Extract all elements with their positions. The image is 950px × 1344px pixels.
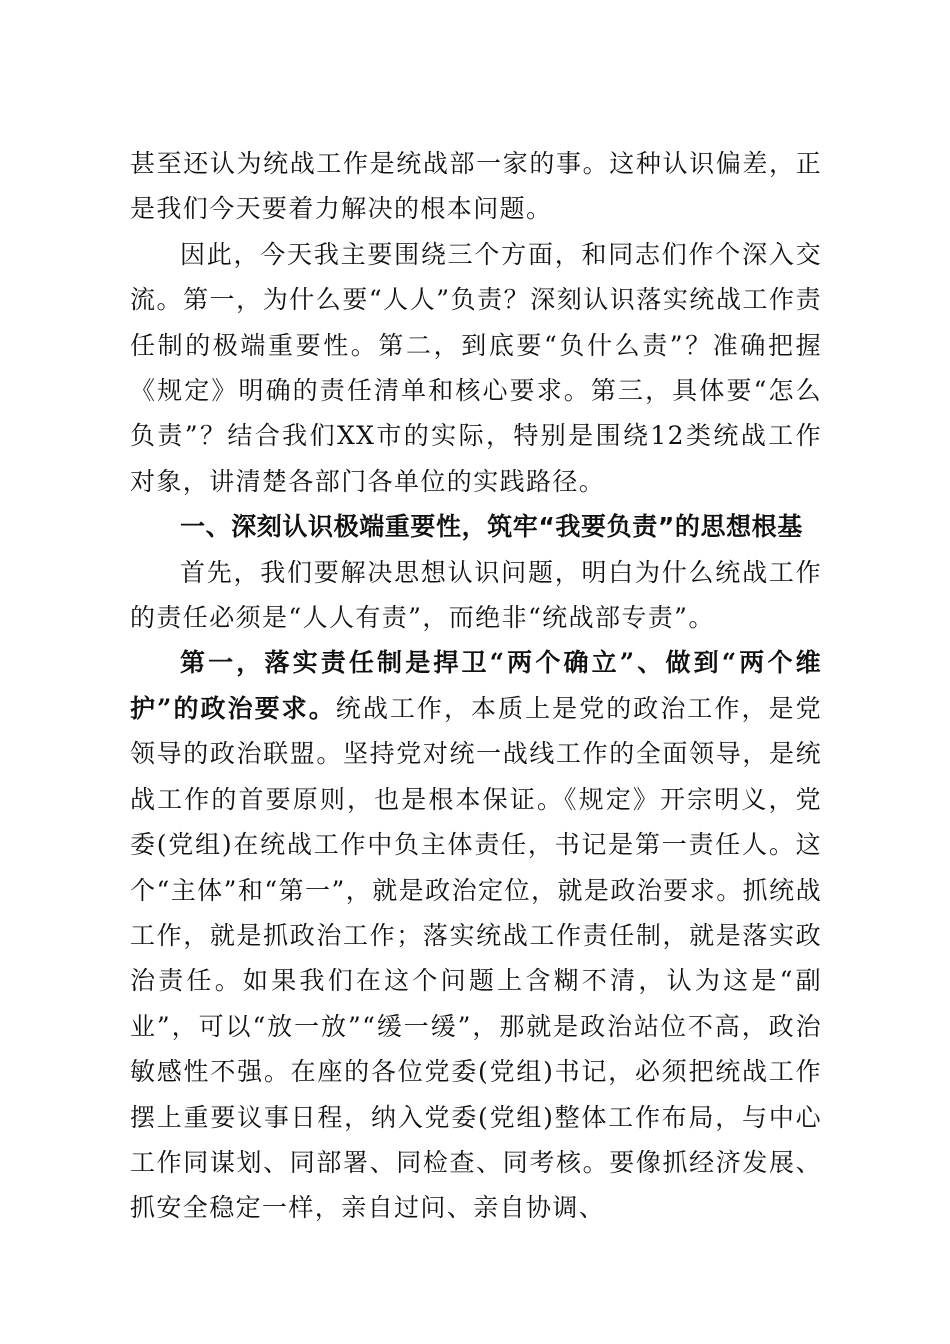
paragraph-section-intro: 首先，我们要解决思想认识问题，明白为什么统战工作的责任必须是“人人有责”，而绝非“统战部专责”。 [130, 557, 822, 633]
point-one-lead: 第一，落实责任制是捍卫“两个确立”、做到“两个维护”的政治要求。 [130, 648, 822, 723]
section-heading: 一、深刻认识极端重要性，筑牢“我要负责”的思想根基 [180, 512, 803, 542]
document-body [130, 141, 822, 1231]
paragraph-overview: 因此，今天我主要围绕三个方面，和同志们作个深入交流。第一，为什么要“人人”负责？深刻认识落实统战工作责任制的极端重要性。第二，到底要“负什么责”？准确把握《规定》明确的责任清单和核心要求。第三，具体要“怎么负责”？结合我们XX市的实际，特别是围绕12类统战工作对象，讲清楚各部门各单位的实践路径。 [130, 239, 822, 496]
point-one-body: 统战工作，本质上是党的政治工作，是党领导的政治联盟。坚持党对统一战线工作的全面领导，是统战工作的首要原则，也是根本保证。《规定》开宗明义，党委(党组)在统战工作中负主体责任，书记是第一责任人。这个“主体”和“第一”，就是政治定位，就是政治要求。抓统战工作，就是抓政治工作；落实统战工作责任制，就是落实政治责任。如果我们在这个问题上含糊不清，认为这是“副业”，可以“放一放”“缓一缓”，那就是政治站位不高，政治敏感性不强。在座的各位党委(党组)书记，必须把统战工作摆上重要议事日程，纳入党委(党组)整体工作布局，与中心工作同谋划、同部署、同检查、同考核。要像抓经济发展、抓安全稳定一样，亲自过问、亲自协调、 [130, 693, 822, 1223]
paragraph-point-one [130, 640, 822, 1230]
paragraph-continuation: 甚至还认为统战工作是统战部一家的事。这种认识偏差，正是我们今天要着力解决的根本问题。 [130, 149, 822, 224]
